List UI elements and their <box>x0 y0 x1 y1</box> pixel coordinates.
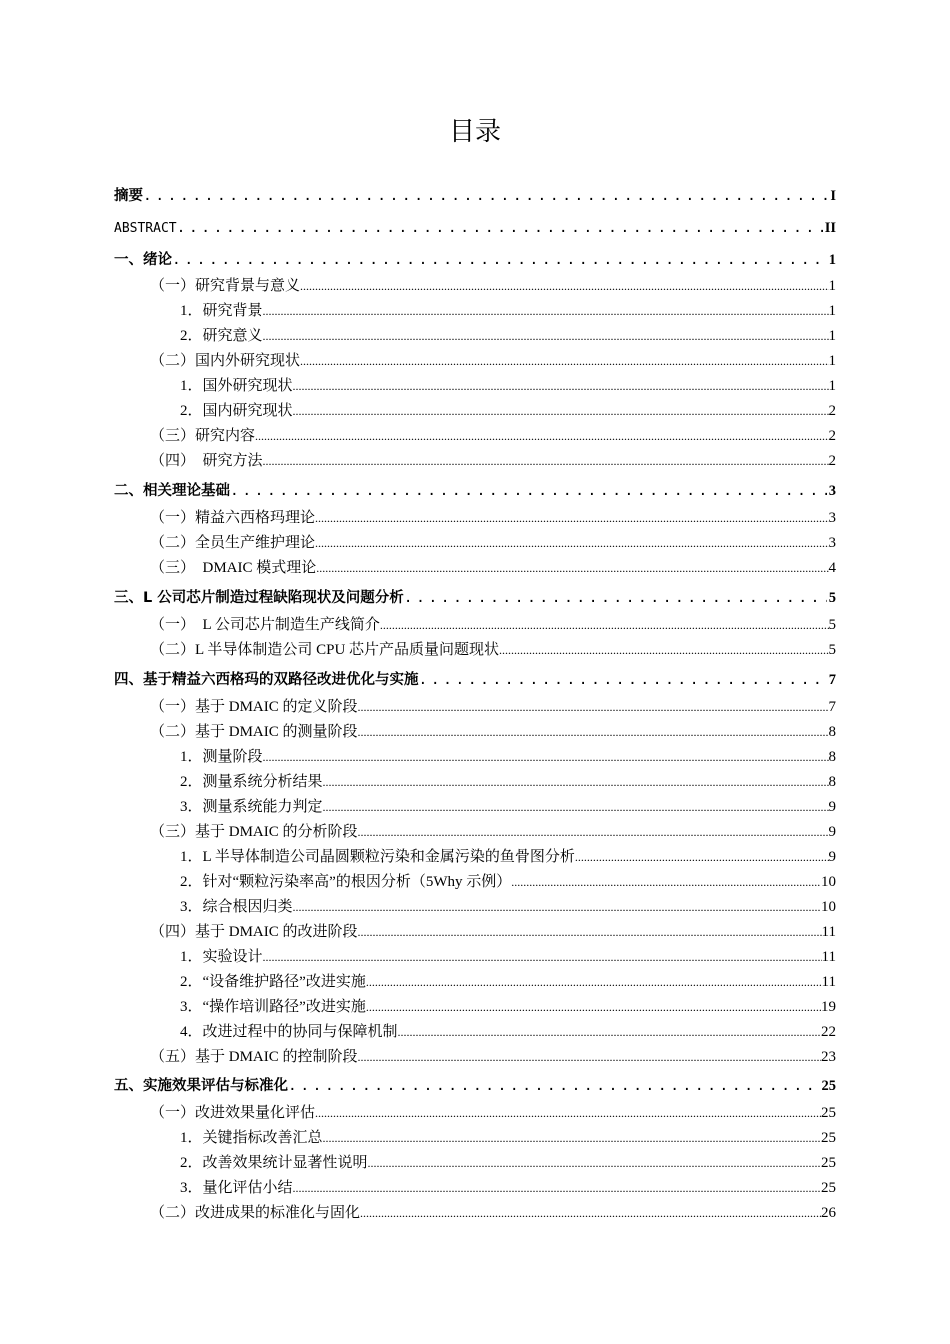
toc-page-number: 10 <box>821 899 836 915</box>
toc-entry[interactable] <box>114 449 836 473</box>
toc-page-number: 1 <box>828 303 836 319</box>
toc-entry-label: 三、L 公司芯片制造过程缺陷现状及问题分析 <box>114 590 404 606</box>
toc-entry-label: 2．测量系统分析结果 <box>180 774 323 790</box>
toc-dot-leader <box>358 1045 821 1069</box>
toc-entry[interactable] <box>114 374 836 398</box>
toc-entry[interactable] <box>114 945 836 969</box>
toc-page-number: 25 <box>821 1130 836 1146</box>
toc-page-number: 23 <box>821 1049 836 1065</box>
toc-dot-leader <box>300 349 828 373</box>
toc-page-number: 22 <box>821 1024 836 1040</box>
toc-entry[interactable] <box>114 970 836 994</box>
toc-dot-leader <box>323 770 829 794</box>
toc-dot-leader <box>368 1151 821 1175</box>
toc-dot-leader <box>366 970 822 994</box>
toc-page-number: 5 <box>828 617 836 633</box>
toc-dot-leader <box>575 845 829 869</box>
toc-entry-label: 2．针对“颗粒污染率高”的根因分析（5Why 示例） <box>180 874 512 890</box>
toc-entry[interactable] <box>114 215 836 241</box>
toc-entry-label: 3．“操作培训路径”改进实施 <box>180 999 366 1015</box>
toc-dot-leader <box>177 215 823 241</box>
toc-entry-label: ABSTRACT <box>114 221 177 236</box>
toc-dot-leader <box>358 720 829 744</box>
toc-entry[interactable] <box>114 895 836 919</box>
toc-entry[interactable] <box>114 478 836 504</box>
toc-entry-label: 2．改善效果统计显著性说明 <box>180 1155 368 1171</box>
toc-entry[interactable] <box>114 695 836 719</box>
toc-dot-leader <box>316 556 828 580</box>
toc-entry[interactable] <box>114 324 836 348</box>
toc-page-number: 2 <box>828 403 836 419</box>
toc-page-number: 9 <box>828 799 836 815</box>
toc-page-number: 19 <box>821 999 836 1015</box>
toc-dot-leader <box>263 299 829 323</box>
toc-entry-label: （五）基于 DMAIC 的控制阶段 <box>150 1049 358 1065</box>
toc-page-number: 3 <box>828 510 836 526</box>
toc-page-number: II <box>824 220 836 236</box>
toc-entry[interactable] <box>114 1151 836 1175</box>
toc-page-number: 5 <box>828 642 836 658</box>
toc-entry-label: 1．L 半导体制造公司晶圆颗粒污染和金属污染的鱼骨图分析 <box>180 849 575 865</box>
toc-entry-label: （三）基于 DMAIC 的分析阶段 <box>150 824 358 840</box>
toc-dot-leader <box>380 613 829 637</box>
toc-entry-label: 二、相关理论基础 <box>114 483 230 499</box>
toc-dot-leader <box>358 695 829 719</box>
toc-dot-leader <box>293 895 821 919</box>
toc-entry-label: 2．国内研究现状 <box>180 403 293 419</box>
toc-entry[interactable] <box>114 770 836 794</box>
toc-entry-label: 四、基于精益六西格玛的双路径改进优化与实施 <box>114 672 419 688</box>
toc-dot-leader <box>358 920 822 944</box>
toc-entry-label: 2．“设备维护路径”改进实施 <box>180 974 366 990</box>
toc-entry-label: （二）国内外研究现状 <box>150 353 301 369</box>
toc-entry[interactable] <box>114 920 836 944</box>
toc-entry[interactable] <box>114 506 836 530</box>
toc-page-number: 8 <box>828 724 836 740</box>
toc-dot-leader <box>293 1176 821 1200</box>
toc-dot-leader <box>323 795 829 819</box>
toc-entry-label: 1．研究背景 <box>180 303 263 319</box>
toc-entry[interactable] <box>114 720 836 744</box>
toc-entry-label: （二）基于 DMAIC 的测量阶段 <box>150 724 358 740</box>
toc-page-number: 10 <box>821 874 836 890</box>
toc-dot-leader <box>419 667 827 693</box>
toc-entry-label: 1．关键指标改善汇总 <box>180 1130 323 1146</box>
toc-dot-leader <box>323 1126 821 1150</box>
toc-page-number: 26 <box>821 1205 836 1221</box>
toc-entry[interactable] <box>114 1201 836 1225</box>
toc-entry-label: （二）改进成果的标准化与固化 <box>150 1205 361 1221</box>
toc-entry[interactable] <box>114 1045 836 1069</box>
toc-entry[interactable] <box>114 531 836 555</box>
toc-entry-label: 一、绪论 <box>114 252 172 268</box>
toc-page-number: 25 <box>821 1155 836 1171</box>
toc-page-number: 8 <box>828 749 836 765</box>
toc-dot-leader <box>143 183 828 209</box>
toc-dot-leader <box>358 820 829 844</box>
toc-dot-leader <box>230 478 827 504</box>
toc-page-number: 3 <box>828 535 836 551</box>
toc-page-number: 25 <box>821 1105 836 1121</box>
toc-entry[interactable] <box>114 349 836 373</box>
toc-entry-label: （一）研究背景与意义 <box>150 278 301 294</box>
toc-dot-leader <box>404 585 827 611</box>
toc-dot-leader <box>293 399 829 423</box>
toc-entry-label: （二）L 半导体制造公司 CPU 芯片产品质量问题现状 <box>150 642 500 658</box>
toc-entry-label: 3．综合根因归类 <box>180 899 293 915</box>
toc-entry[interactable] <box>114 845 836 869</box>
toc-entry[interactable] <box>114 1126 836 1150</box>
toc-dot-leader <box>511 870 821 894</box>
toc-entry-label: 五、实施效果评估与标准化 <box>114 1078 288 1094</box>
toc-page-number: 1 <box>828 378 836 394</box>
toc-entry[interactable] <box>114 820 836 844</box>
toc-entry-label: 2．研究意义 <box>180 328 263 344</box>
toc-page-number: 11 <box>821 974 836 990</box>
toc-entry-label: 3．测量系统能力判定 <box>180 799 323 815</box>
toc-page-number: 7 <box>828 699 836 715</box>
toc-dot-leader <box>293 374 829 398</box>
toc-entry[interactable] <box>114 183 836 209</box>
toc-entry[interactable] <box>114 1073 836 1099</box>
toc-page-number: 25 <box>821 1078 836 1094</box>
toc-page-number: 1 <box>828 252 836 268</box>
toc-dot-leader <box>315 531 828 555</box>
toc-dot-leader <box>288 1073 820 1099</box>
toc-entry-label: 4．改进过程中的协同与保障机制 <box>180 1024 398 1040</box>
toc-page-number: 1 <box>828 278 836 294</box>
toc-page-number: 11 <box>821 924 836 940</box>
toc-entry[interactable] <box>114 667 836 693</box>
toc-dot-leader <box>263 449 829 473</box>
toc-dot-leader <box>360 1201 821 1225</box>
toc-entry[interactable] <box>114 1101 836 1125</box>
toc-entry-label: 3．量化评估小结 <box>180 1180 293 1196</box>
toc-dot-leader <box>172 247 827 273</box>
toc-page-number: 5 <box>828 590 836 606</box>
toc-entry-label: 摘要 <box>114 188 143 204</box>
toc-entry[interactable] <box>114 556 836 580</box>
page-title: 目录 <box>448 117 501 147</box>
toc-entry[interactable] <box>114 274 836 298</box>
toc-dot-leader <box>398 1020 821 1044</box>
toc-entry[interactable] <box>114 1176 836 1200</box>
toc-page-number: 1 <box>828 328 836 344</box>
toc-entry[interactable] <box>114 870 836 894</box>
toc-entry[interactable] <box>114 995 836 1019</box>
toc-page-number: 2 <box>828 453 836 469</box>
toc-entry[interactable] <box>114 638 836 662</box>
toc-entry-label: （二）全员生产维护理论 <box>150 535 316 551</box>
toc-page-number: 2 <box>828 428 836 444</box>
toc-entry[interactable] <box>114 424 836 448</box>
toc-entry-label: （三）研究内容 <box>150 428 256 444</box>
toc-dot-leader <box>315 1101 821 1125</box>
toc-page-number: 3 <box>828 483 836 499</box>
toc-entry[interactable] <box>114 585 836 611</box>
toc-entry[interactable] <box>114 795 836 819</box>
toc-entry[interactable] <box>114 299 836 323</box>
toc-page-number: 8 <box>828 774 836 790</box>
toc-entry-label: （一）改进效果量化评估 <box>150 1105 316 1121</box>
toc-entry-label: （一）基于 DMAIC 的定义阶段 <box>150 699 358 715</box>
toc-entry-label: 1．国外研究现状 <box>180 378 293 394</box>
toc-page-number: I <box>830 188 836 204</box>
toc-dot-leader <box>499 638 828 662</box>
toc-page-number: 9 <box>828 824 836 840</box>
toc-entry-label: 1．实验设计 <box>180 949 263 965</box>
toc-entry[interactable] <box>114 247 836 273</box>
toc-dot-leader <box>263 324 829 348</box>
toc-entry[interactable] <box>114 1020 836 1044</box>
toc-entry-label: 1．测量阶段 <box>180 749 263 765</box>
toc-page-number: 4 <box>828 560 836 576</box>
toc-dot-leader <box>255 424 828 448</box>
toc-entry-label: （一）精益六西格玛理论 <box>150 510 316 526</box>
toc-dot-leader <box>300 274 828 298</box>
toc-dot-leader <box>366 995 821 1019</box>
toc-entry[interactable] <box>114 745 836 769</box>
toc-entry-label: （四）基于 DMAIC 的改进阶段 <box>150 924 358 940</box>
toc-entry-label: （四） 研究方法 <box>150 453 263 469</box>
toc-page-number: 7 <box>828 672 836 688</box>
toc-page-number: 25 <box>821 1180 836 1196</box>
toc-dot-leader <box>263 945 822 969</box>
toc-page-number: 1 <box>828 353 836 369</box>
toc-entry[interactable] <box>114 399 836 423</box>
toc-dot-leader <box>315 506 828 530</box>
toc-dot-leader <box>263 745 829 769</box>
toc-page-number: 11 <box>821 949 836 965</box>
toc-entry-label: （三） DMAIC 模式理论 <box>150 560 317 576</box>
toc-entry[interactable] <box>114 613 836 637</box>
toc-entry-label: （一） L 公司芯片制造生产线简介 <box>150 617 380 633</box>
toc-page-number: 9 <box>828 849 836 865</box>
